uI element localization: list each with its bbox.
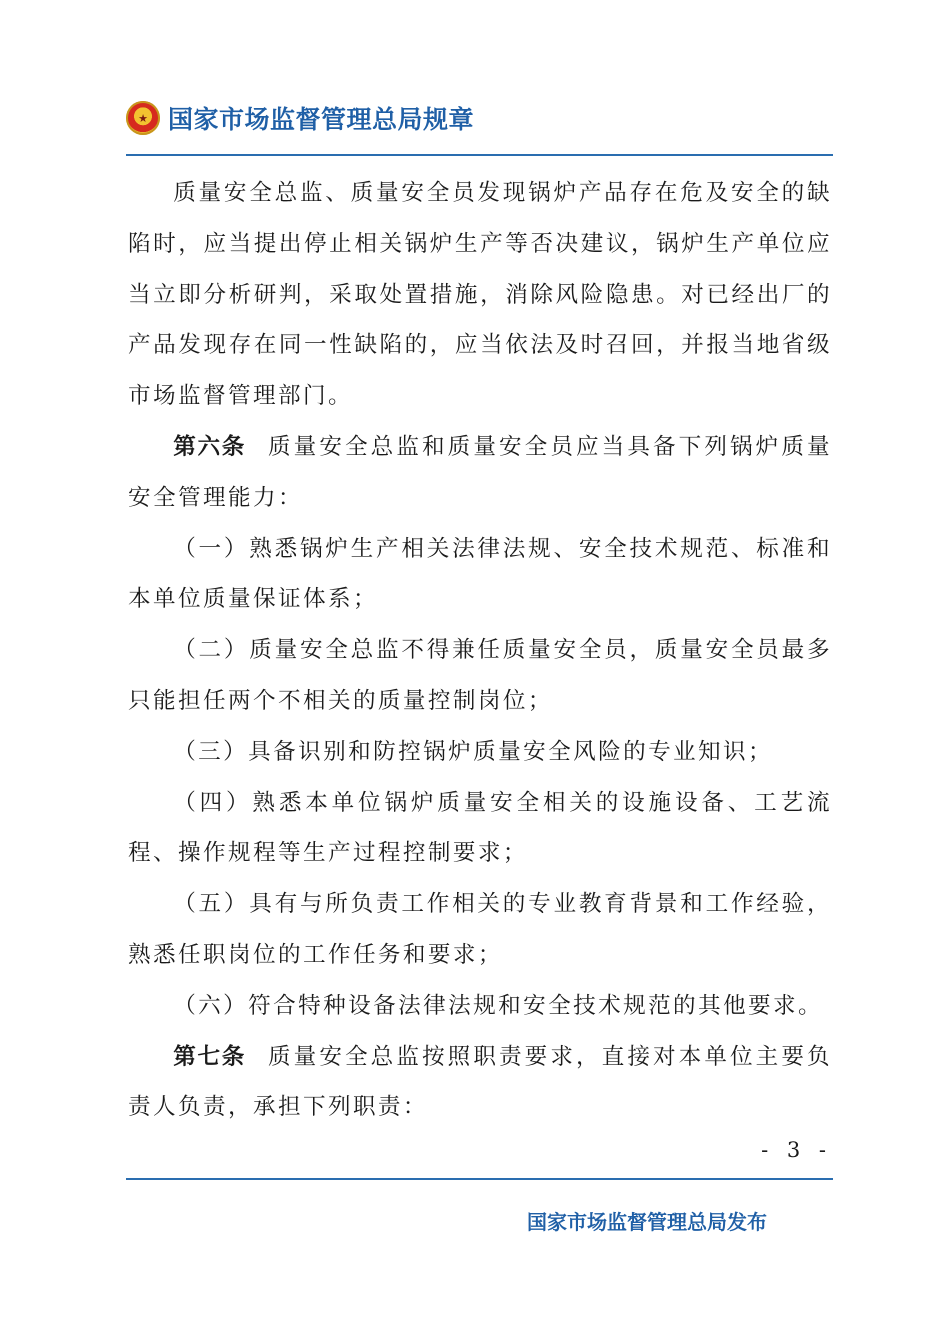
footer-divider xyxy=(126,1178,833,1180)
national-emblem-icon: ★ xyxy=(126,101,160,135)
paragraph-text: （三）具备识别和防控锅炉质量安全风险的专业知识； xyxy=(173,738,774,765)
article-6 xyxy=(128,422,832,524)
header-divider xyxy=(126,154,833,156)
article-heading: 第七条 xyxy=(173,1043,246,1070)
paragraph-text: （二）质量安全总监不得兼任质量安全员，质量安全员最多只能担任两个不相关的质量控制岗位； xyxy=(128,637,832,714)
article-heading: 第六条 xyxy=(173,433,246,460)
list-item-1 xyxy=(128,524,832,626)
paragraph-text: 质量安全总监、质量安全员发现锅炉产品存在危及安全的缺陷时，应当提出停止相关锅炉生产等否决建议，锅炉生产单位应当立即分析研判，采取处置措施，消除风险隐患。对已经出厂的产品发现存在同一性缺陷的，应当依法及时召回，并报当地省级市场监督管理部门。 xyxy=(128,180,832,410)
list-item-4 xyxy=(128,778,832,880)
paragraph-text: （六）符合特种设备法律法规和安全技术规范的其他要求。 xyxy=(173,992,824,1019)
page-number: - 3 - xyxy=(761,1138,832,1162)
paragraph-text: 质量安全总监和质量安全员应当具备下列锅炉质量安全管理能力： xyxy=(128,433,832,511)
article-7 xyxy=(128,1032,832,1134)
paragraph-text: （一）熟悉锅炉生产相关法律法规、安全技术规范、标准和本单位质量保证体系； xyxy=(128,535,832,613)
list-item-2 xyxy=(128,625,832,727)
paragraph-1 xyxy=(128,168,832,422)
paragraph-text: （四）熟悉本单位锅炉质量安全相关的设施设备、工艺流程、操作规程等生产过程控制要求； xyxy=(128,789,832,867)
footer-publisher: 国家市场监督管理总局发布 xyxy=(527,1210,767,1234)
list-item-6 xyxy=(128,981,832,1032)
paragraph-text: （五）具有与所负责工作相关的专业教育背景和工作经验，熟悉任职岗位的工作任务和要求； xyxy=(128,891,832,968)
paragraph-text: 质量安全总监按照职责要求，直接对本单位主要负责人负责，承担下列职责： xyxy=(128,1043,832,1121)
list-item-5 xyxy=(128,879,832,981)
header-title: 国家市场监督管理总局规章 xyxy=(168,105,475,134)
list-item-3 xyxy=(128,727,832,778)
document-header xyxy=(126,100,474,136)
document-body xyxy=(128,168,832,1133)
